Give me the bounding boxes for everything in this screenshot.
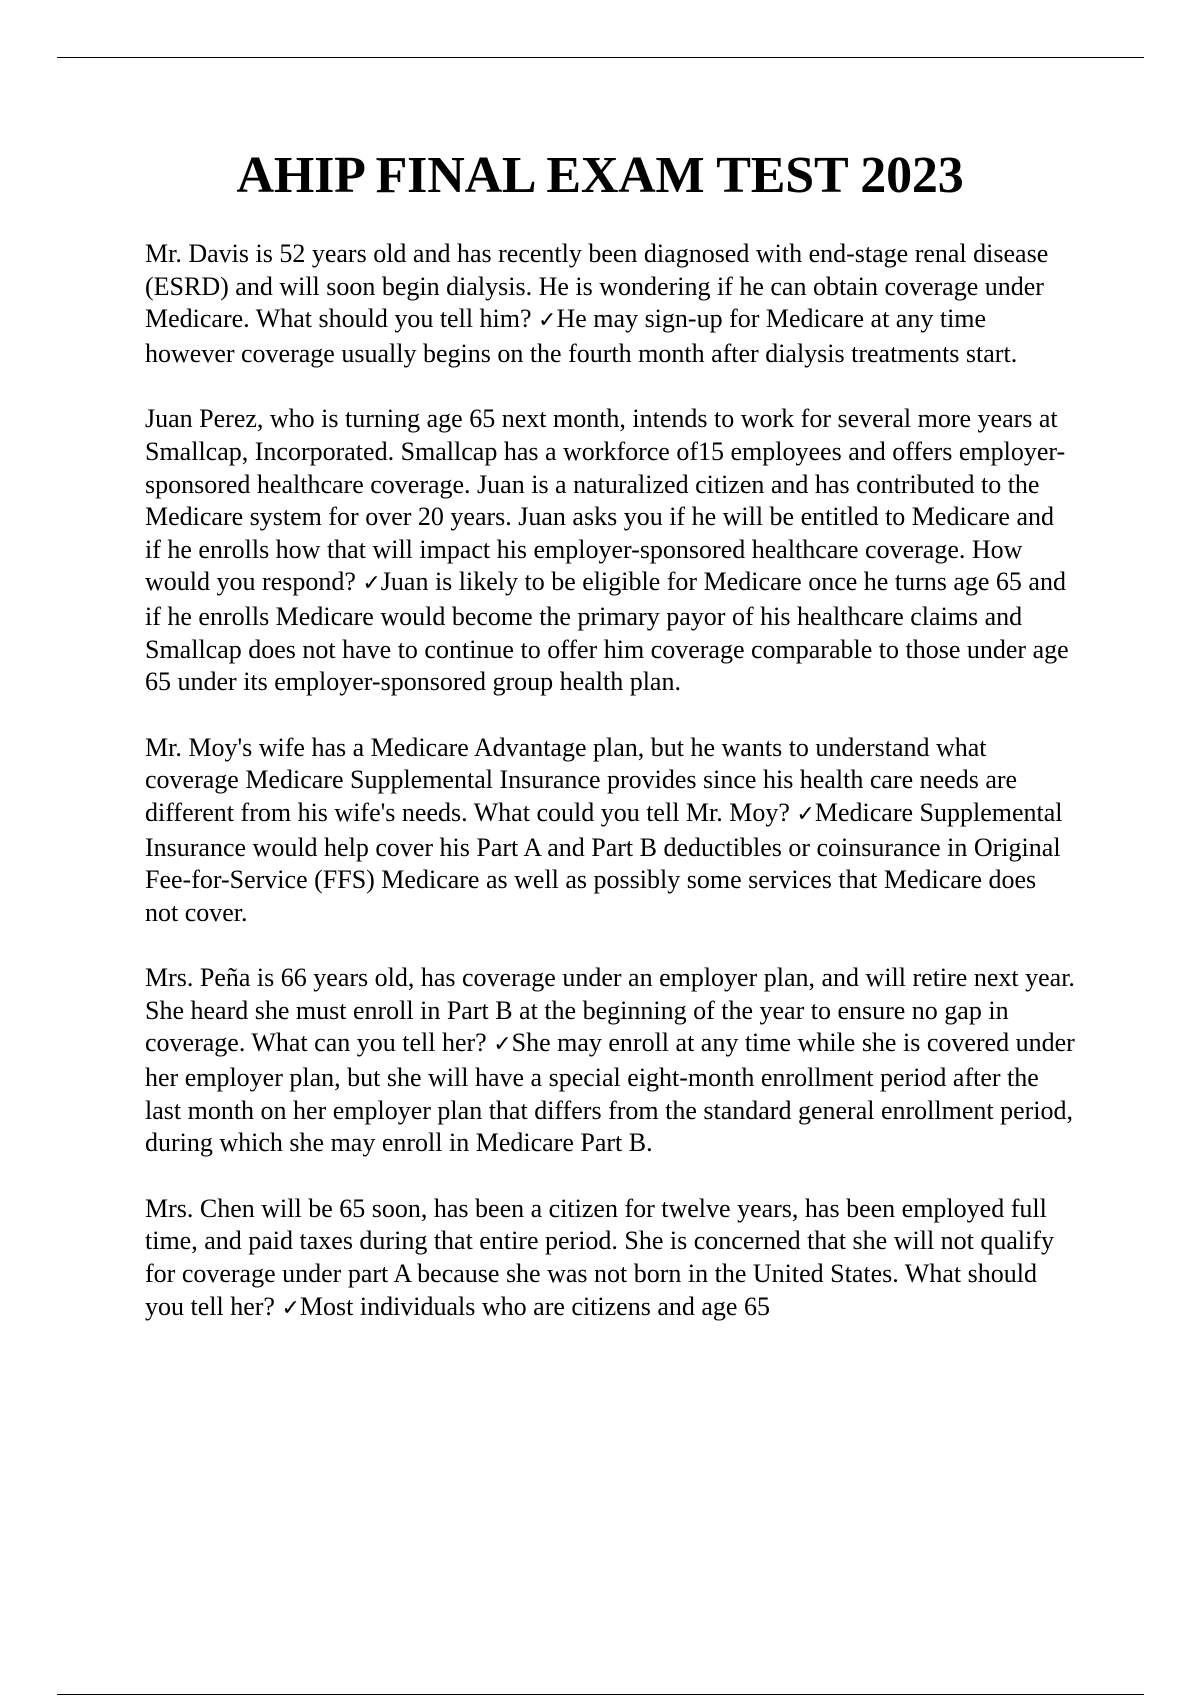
check-mark-icon: ✓ (796, 801, 815, 827)
question-text: Mrs. Peña is 66 years old, has coverage under an employer plan, and will retire next year. She heard she must enroll in Part B at the beginning of the year to ensure no gap in coverage. What can you tell her? (145, 963, 1075, 1058)
page-title: AHIP FINAL EXAM TEST 2023 (236, 147, 964, 204)
qa-item-1 (145, 238, 1075, 370)
footer-rule (57, 1694, 1144, 1695)
answer-text: Juan is likely to be eligible for Medicare once he turns age 65 and if he enrolls Medicare would become the primary payor of his healthcare claims and Smallcap does not have to continue to offer him coverage comparable to those under age 65 under its employer-sponsored group health plan. (145, 567, 1069, 697)
qa-item-5 (145, 1193, 1075, 1325)
answer-text: Medicare Supplemental Insurance would help cover his Part A and Part B deductibles or coinsurance in Original Fee-for-Service (FFS) Medicare as well as possibly some services that Medicare does not cover. (145, 797, 1063, 927)
qa-item-3 (145, 732, 1075, 930)
answer-text: She may enroll at any time while she is covered under her employer plan, but she will have a special eight-month enrollment period after the last month on her employer plan that differs from the standard general enrollment period, during which she may enroll in Medicare Part B. (145, 1028, 1075, 1158)
question-text: Juan Perez, who is turning age 65 next month, intends to work for several more years at Smallcap, Incorporated. Smallcap has a workforce of15 employees and offers employer-sponsored healthcare coverage. Juan is a naturalized citizen and has contributed to the Medicare system for over 20 years. Juan asks you if he will be entitled to Medicare and if he enrolls how that will impact his employer-sponsored healthcare coverage. How would you respond? (145, 404, 1066, 597)
question-text: Mr. Davis is 52 years old and has recently been diagnosed with end-stage renal disease (ESRD) and will soon begin dialysis. He is wondering if he can obtain coverage under Medicare. What should you tell him? (145, 239, 1049, 334)
check-mark-icon: ✓ (281, 1295, 300, 1321)
answer-text: He may sign-up for Medicare at any time however coverage usually begins on the fourth month after dialysis treatments start. (145, 304, 1018, 368)
question-text: Mrs. Chen will be 65 soon, has been a citizen for twelve years, has been employed full time, and paid taxes during that entire period. She is concerned that she will not qualify for coverage under part A because she was not born in the United States. What should you tell her? (145, 1193, 1055, 1321)
question-text: Mr. Moy's wife has a Medicare Advantage plan, but he wants to understand what coverage Medicare Supplemental Insurance provides since his health care needs are different from his wife's needs. What could you tell Mr. Moy? (145, 732, 1018, 827)
qa-item-2 (145, 403, 1075, 698)
answer-text: Most individuals who are citizens and age 65 (299, 1291, 770, 1321)
check-mark-icon: ✓ (362, 571, 381, 597)
check-mark-icon: ✓ (493, 1032, 512, 1058)
document-body (145, 238, 1075, 1358)
qa-item-4 (145, 962, 1075, 1160)
header-rule (57, 57, 1144, 58)
check-mark-icon: ✓ (538, 308, 557, 334)
